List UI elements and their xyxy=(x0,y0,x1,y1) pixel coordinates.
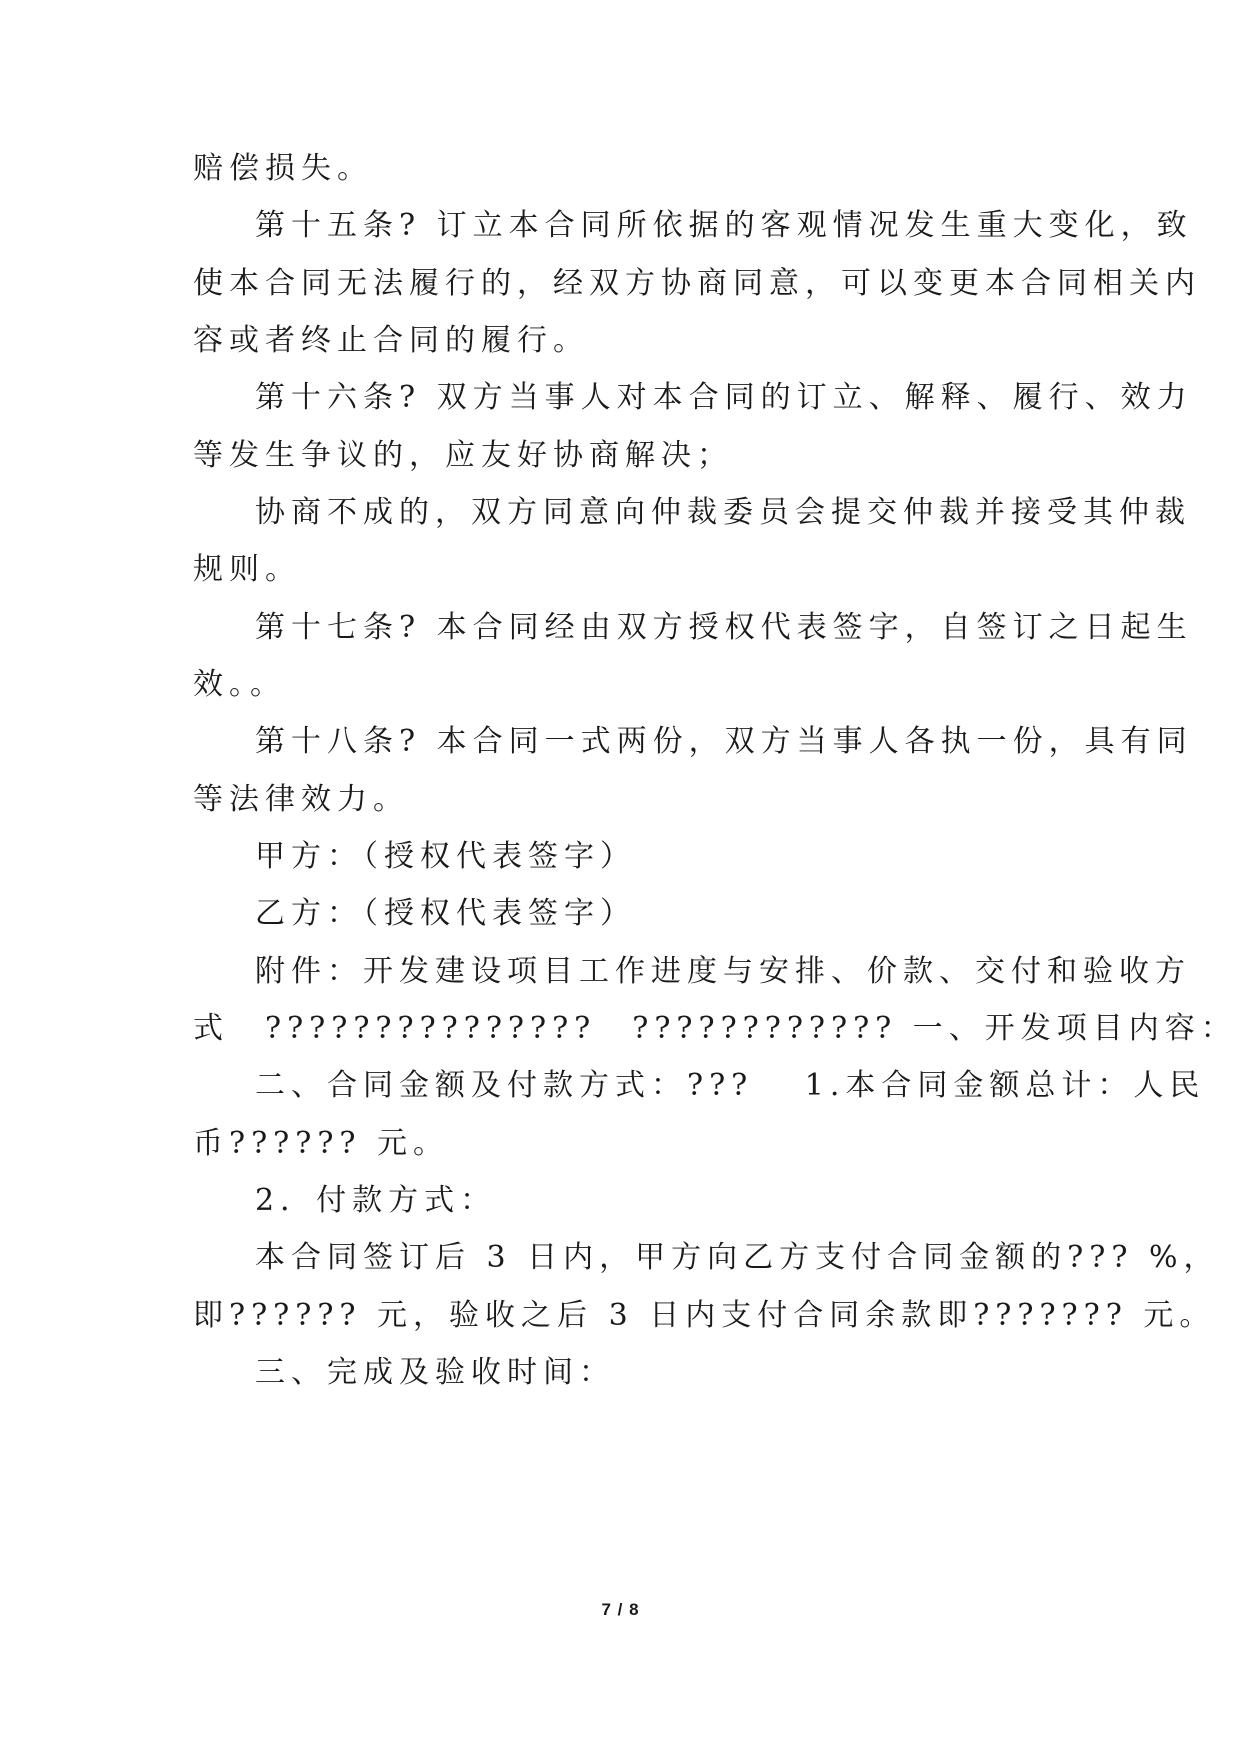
text-line: 使本合同无法履行的，经双方协商同意，可以变更本合同相关内 xyxy=(193,266,1201,301)
text-line: 第十七条? 本合同经由双方授权代表签字，自签订之日起生 xyxy=(255,610,1193,645)
text-line: 容或者终止合同的履行。 xyxy=(193,323,589,358)
text-line: 附件：开发建设项目工作进度与安排、价款、交付和验收方 xyxy=(255,954,1191,989)
text-line: 赔偿损失。 xyxy=(193,151,373,186)
text-line: 乙方：（授权代表签字） xyxy=(255,896,636,931)
text-line: 三、完成及验收时间： xyxy=(255,1355,615,1390)
text-line: 第十八条? 本合同一式两份，双方当事人各执一份，具有同 xyxy=(255,724,1193,759)
page-number: 7 / 8 xyxy=(601,1600,640,1619)
text-line: 协商不成的，双方同意向仲裁委员会提交仲裁并接受其仲裁 xyxy=(255,495,1191,530)
text-line: 本合同签订后 3 日内，甲方向乙方支付合同金额的??? %， xyxy=(255,1240,1220,1275)
text-line: 甲方：（授权代表签字） xyxy=(255,839,636,874)
text-line: 2．付款方式： xyxy=(255,1183,497,1218)
text-line: 效。。 xyxy=(193,667,286,702)
text-line: 式 ??????????????? ???????????? 一、开发项目内容： xyxy=(193,1011,1237,1046)
text-line: 规则。 xyxy=(193,552,301,587)
text-line: 等法律效力。 xyxy=(193,782,409,817)
text-line: 二、合同金额及付款方式：??? 1.本合同金额总计：人民 xyxy=(255,1068,1206,1103)
text-line: 第十六条? 双方当事人对本合同的订立、解释、履行、效力 xyxy=(255,380,1193,415)
text-line: 等发生争议的，应友好协商解决； xyxy=(193,438,733,473)
text-line: 第十五条? 订立本合同所依据的客观情况发生重大变化，致 xyxy=(255,208,1193,243)
text-line: 币?????? 元。 xyxy=(193,1126,450,1161)
text-line: 即?????? 元，验收之后 3 日内支付合同余款即??????? 元。 xyxy=(193,1298,1216,1333)
